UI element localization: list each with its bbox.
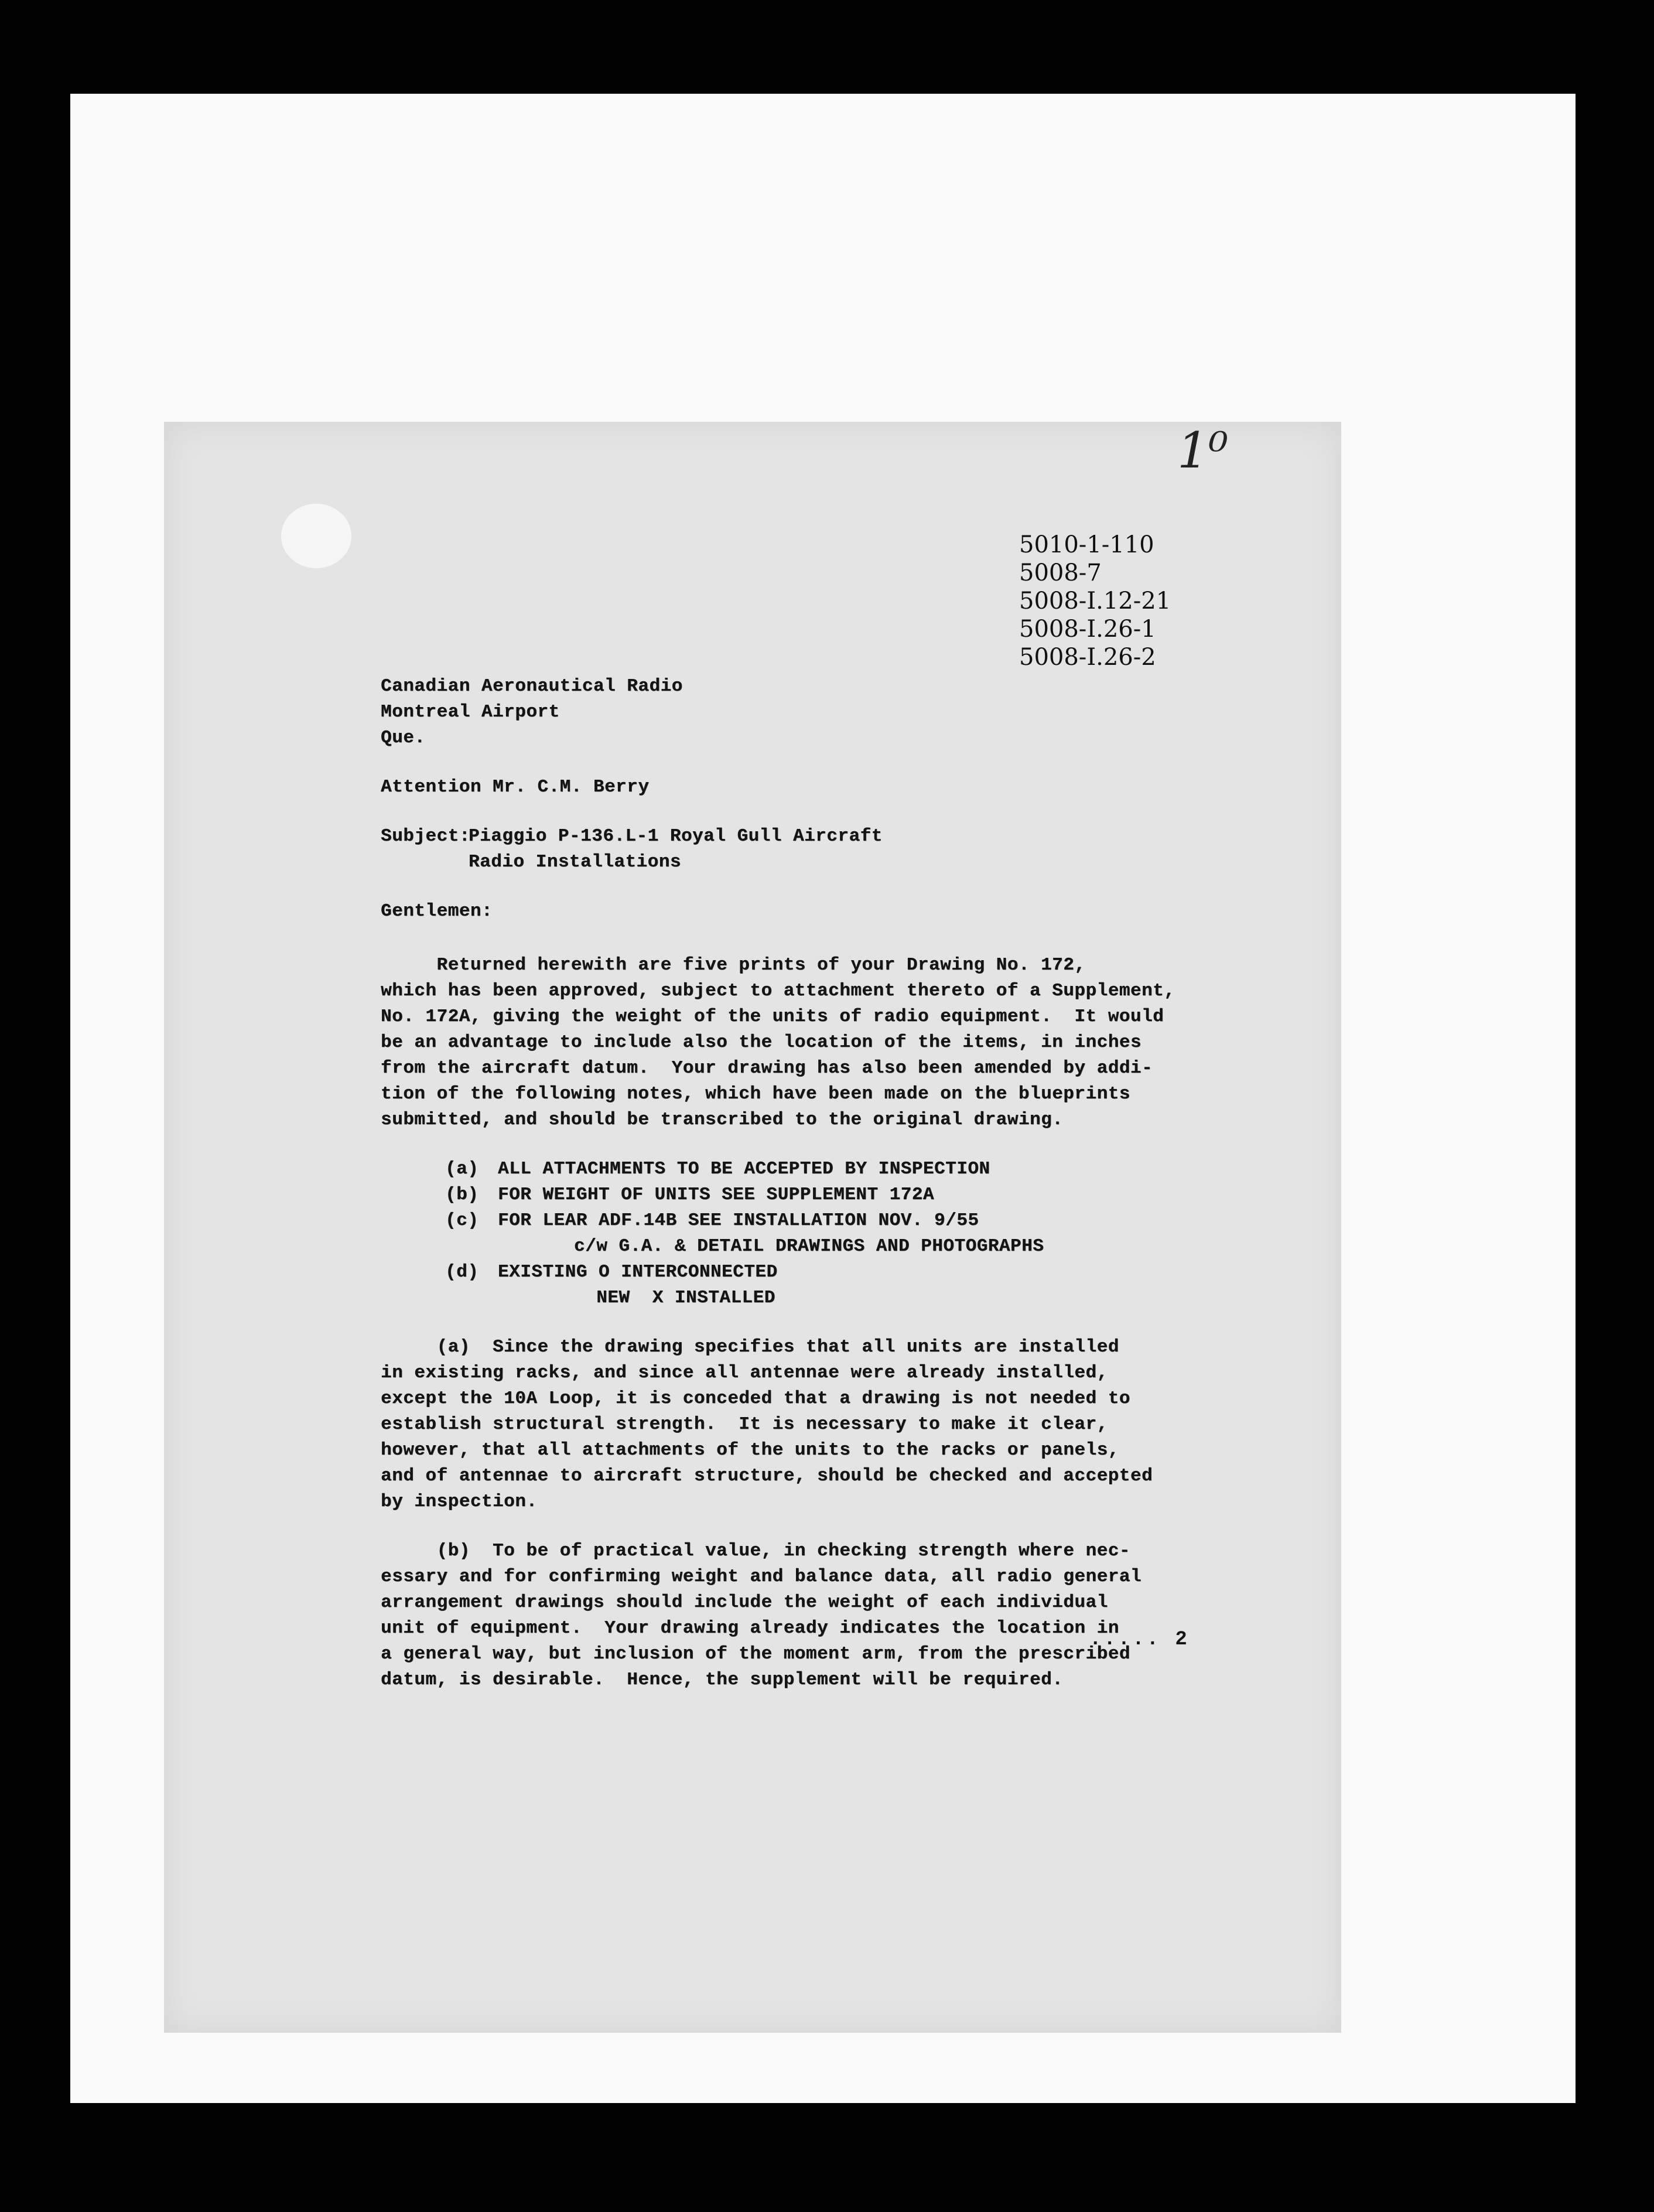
note-subtext: c/w G.A. & DETAIL DRAWINGS AND PHOTOGRAPHS [574, 1236, 1044, 1257]
paragraph-line: unit of equipment. Your drawing already indicates the location in [381, 1618, 1119, 1638]
letter-body [381, 674, 1294, 1716]
paragraph-line: No. 172A, giving the weight of the units of radio equipment. It would [381, 1006, 1164, 1027]
paragraph-line: arrangement drawings should include the weight of each individual [381, 1592, 1108, 1613]
page-number-mark: 1⁰ [1177, 422, 1229, 479]
paragraph-line: from the aircraft datum. Your drawing has also been amended by addi- [381, 1058, 1153, 1078]
subject-line: Piaggio P-136.L-1 Royal Gull Aircraft [469, 826, 883, 846]
paragraph-line: and of antennae to aircraft structure, should be checked and accepted [381, 1466, 1153, 1486]
paragraph-line: however, that all attachments of the units to the racks or panels, [381, 1440, 1119, 1460]
note-item [445, 1259, 1294, 1285]
paragraph-line: be an advantage to include also the location of the items, in inches [381, 1032, 1142, 1053]
paragraph-line: datum, is desirable. Hence, the supplement will be required. [381, 1670, 1064, 1690]
address-line: Montreal Airport [381, 702, 560, 722]
file-ref: 5010-1-110 [1019, 531, 1154, 558]
note-text: ALL ATTACHMENTS TO BE ACCEPTED BY INSPECTION [498, 1159, 990, 1179]
drawing-notes [445, 1156, 1294, 1311]
file-ref: 5008-I.26-1 [1019, 616, 1156, 643]
paragraph-line: in existing racks, and since all antennae were already installed, [381, 1363, 1108, 1383]
letter-page [164, 422, 1341, 2033]
paragraph-line: a general way, but inclusion of the moment arm, from the prescribed [381, 1644, 1130, 1664]
subject-label: Subject: [381, 826, 470, 846]
note-label: (b) [445, 1184, 479, 1205]
paragraph-line: by inspection. [381, 1491, 538, 1512]
address-line: Canadian Aeronautical Radio [381, 676, 683, 697]
paragraph-line: (a) Since the drawing specifies that all units are installed [381, 1337, 1119, 1357]
paragraph-line: which has been approved, subject to attachment thereto of a Supplement, [381, 981, 1175, 1001]
note-item [445, 1182, 1294, 1208]
paragraph-b [381, 1538, 1294, 1693]
file-ref: 5008-7 [1019, 559, 1102, 586]
file-ref: 5008-I.26-2 [1019, 644, 1156, 671]
paragraph-a [381, 1334, 1294, 1515]
paragraph-line: tion of the following notes, which have been made on the blueprints [381, 1084, 1130, 1104]
paragraph-line: Returned herewith are five prints of your Drawing No. 172, [381, 955, 1086, 975]
paragraph-line: essary and for confirming weight and balance data, all radio general [381, 1566, 1142, 1587]
note-label: (a) [445, 1159, 479, 1179]
file-ref: 5008-I.12-21 [1019, 588, 1171, 615]
note-subtext: NEW X INSTALLED [574, 1288, 775, 1308]
address-line: Que. [381, 728, 426, 748]
file-references [1019, 531, 1171, 671]
outer-sheet [70, 94, 1576, 2103]
subject-line: Radio Installations [469, 852, 681, 872]
note-text: FOR LEAR ADF.14B SEE INSTALLATION NOV. 9/55 [498, 1210, 979, 1231]
note-label: (d) [445, 1262, 479, 1282]
paragraph-line: except the 10A Loop, it is conceded that a drawing is not needed to [381, 1388, 1130, 1409]
intro-paragraph [381, 953, 1294, 1133]
paragraph-line: establish structural strength. It is necessary to make it clear, [381, 1414, 1108, 1435]
continuation-marker: ..... 2 [1089, 1629, 1190, 1651]
attention-line: Attention Mr. C.M. Berry [381, 777, 650, 797]
note-text: EXISTING O INTERCONNECTED [498, 1262, 778, 1282]
paragraph-line: submitted, and should be transcribed to the original drawing. [381, 1110, 1064, 1130]
subject-block [381, 824, 1294, 875]
note-item [445, 1208, 1294, 1234]
note-item [445, 1156, 1294, 1182]
salutation: Gentlemen: [381, 901, 493, 921]
paragraph-line: (b) To be of practical value, in checking strength where nec- [381, 1541, 1130, 1561]
recipient-address [381, 674, 1294, 751]
punch-hole [281, 504, 351, 568]
note-label: (c) [445, 1210, 479, 1231]
note-text: FOR WEIGHT OF UNITS SEE SUPPLEMENT 172A [498, 1184, 935, 1205]
